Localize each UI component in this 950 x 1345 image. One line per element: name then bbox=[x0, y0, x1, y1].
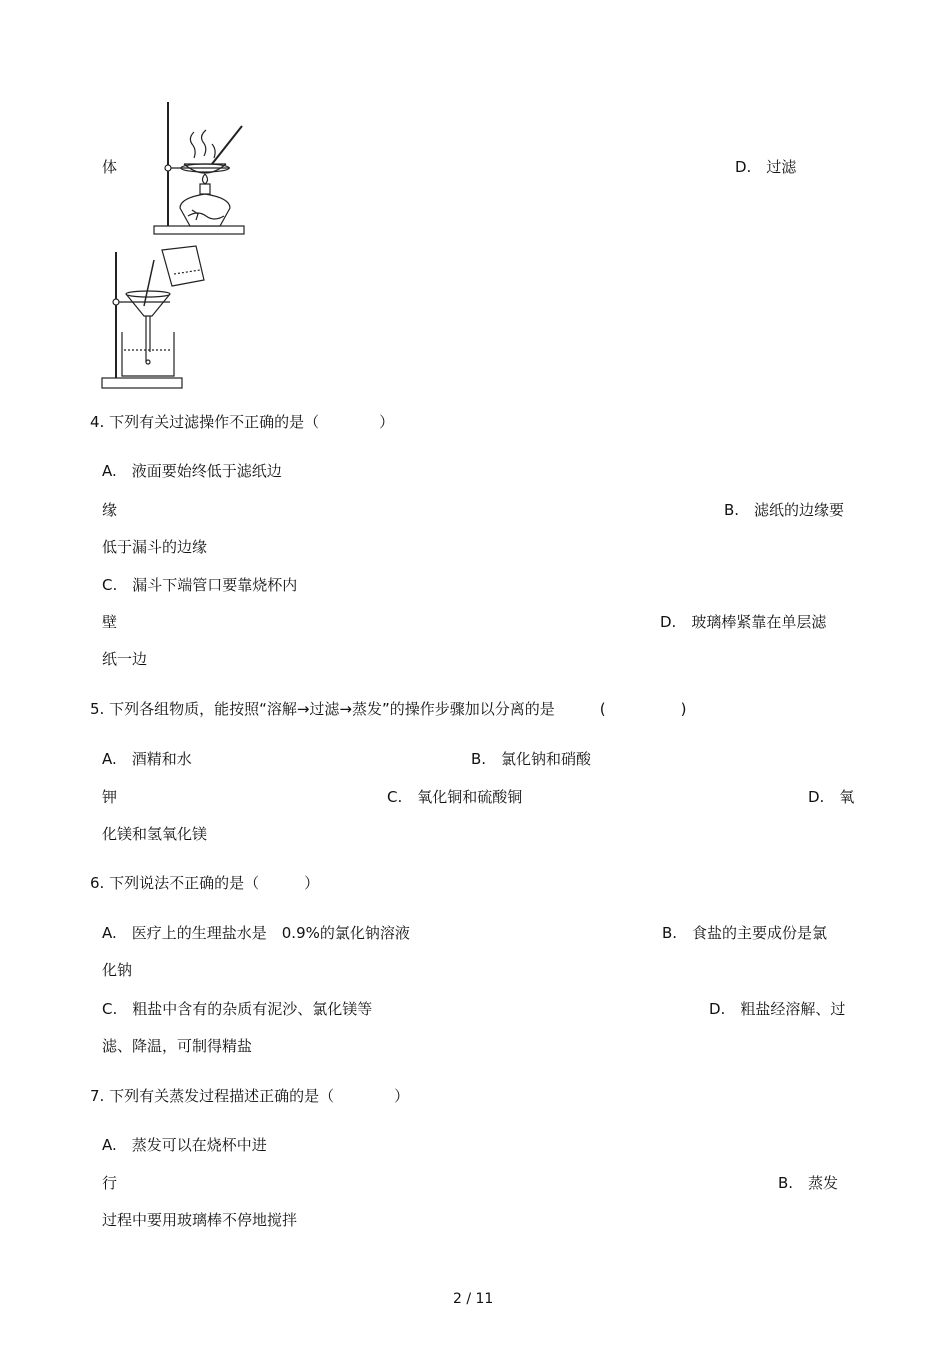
q7-option-a-cont: 行 bbox=[102, 1174, 118, 1192]
q5-option-b: B. 氯化钠和硝酸 bbox=[471, 750, 592, 768]
evaporation-apparatus-figure bbox=[150, 98, 250, 240]
q5-option-d-cont: 化镁和氢氧化镁 bbox=[102, 825, 208, 843]
q3-continued-text: 体 bbox=[102, 158, 118, 176]
q4-option-c: C. 漏斗下端管口要靠烧杯内 bbox=[102, 576, 298, 594]
q4-stem: 4. 下列有关过滤操作不正确的是（ ） bbox=[90, 413, 395, 431]
q7-option-b: B. 蒸发 bbox=[778, 1174, 839, 1192]
q4-option-a: A. 液面要始终低于滤纸边 bbox=[102, 462, 282, 480]
q4-option-a-cont: 缘 bbox=[102, 501, 118, 519]
q5-option-c: C. 氧化铜和硫酸铜 bbox=[387, 788, 523, 806]
filtration-apparatus-figure bbox=[100, 244, 210, 392]
q6-option-b: B. 食盐的主要成份是氯 bbox=[662, 924, 828, 942]
q6-option-c: C. 粗盐中含有的杂质有泥沙、氯化镁等 bbox=[102, 1000, 373, 1018]
q5-option-a: A. 酒精和水 bbox=[102, 750, 192, 768]
q6-option-a: A. 医疗上的生理盐水是 0.9%的氯化钠溶液 bbox=[102, 924, 410, 942]
q5-option-d: D. 氧 bbox=[808, 788, 855, 806]
q7-stem: 7. 下列有关蒸发过程描述正确的是（ ） bbox=[90, 1087, 410, 1105]
q4-option-d: D. 玻璃棒紧靠在单层滤 bbox=[660, 613, 827, 631]
q7-option-b-cont: 过程中要用玻璃棒不停地搅拌 bbox=[102, 1211, 298, 1229]
q5-option-b-cont: 钾 bbox=[102, 788, 118, 806]
q5-stem: 5. 下列各组物质，能按照“溶解→过滤→蒸发”的操作步骤加以分离的是 ( ) bbox=[90, 700, 687, 718]
q6-option-d-cont: 滤、降温，可制得精盐 bbox=[102, 1037, 253, 1055]
q4-option-c-cont: 壁 bbox=[102, 613, 118, 631]
q4-option-b: B. 滤纸的边缘要 bbox=[724, 501, 845, 519]
page-number: 2 / 11 bbox=[453, 1291, 494, 1307]
q6-stem: 6. 下列说法不正确的是（ ） bbox=[90, 874, 320, 892]
q6-option-d: D. 粗盐经溶解、过 bbox=[709, 1000, 846, 1018]
q6-option-b-cont: 化钠 bbox=[102, 961, 133, 979]
q4-option-b-cont: 低于漏斗的边缘 bbox=[102, 538, 208, 556]
q3-option-d: D. 过滤 bbox=[735, 158, 797, 176]
q4-option-d-cont: 纸一边 bbox=[102, 650, 148, 668]
q7-option-a: A. 蒸发可以在烧杯中进 bbox=[102, 1136, 267, 1154]
